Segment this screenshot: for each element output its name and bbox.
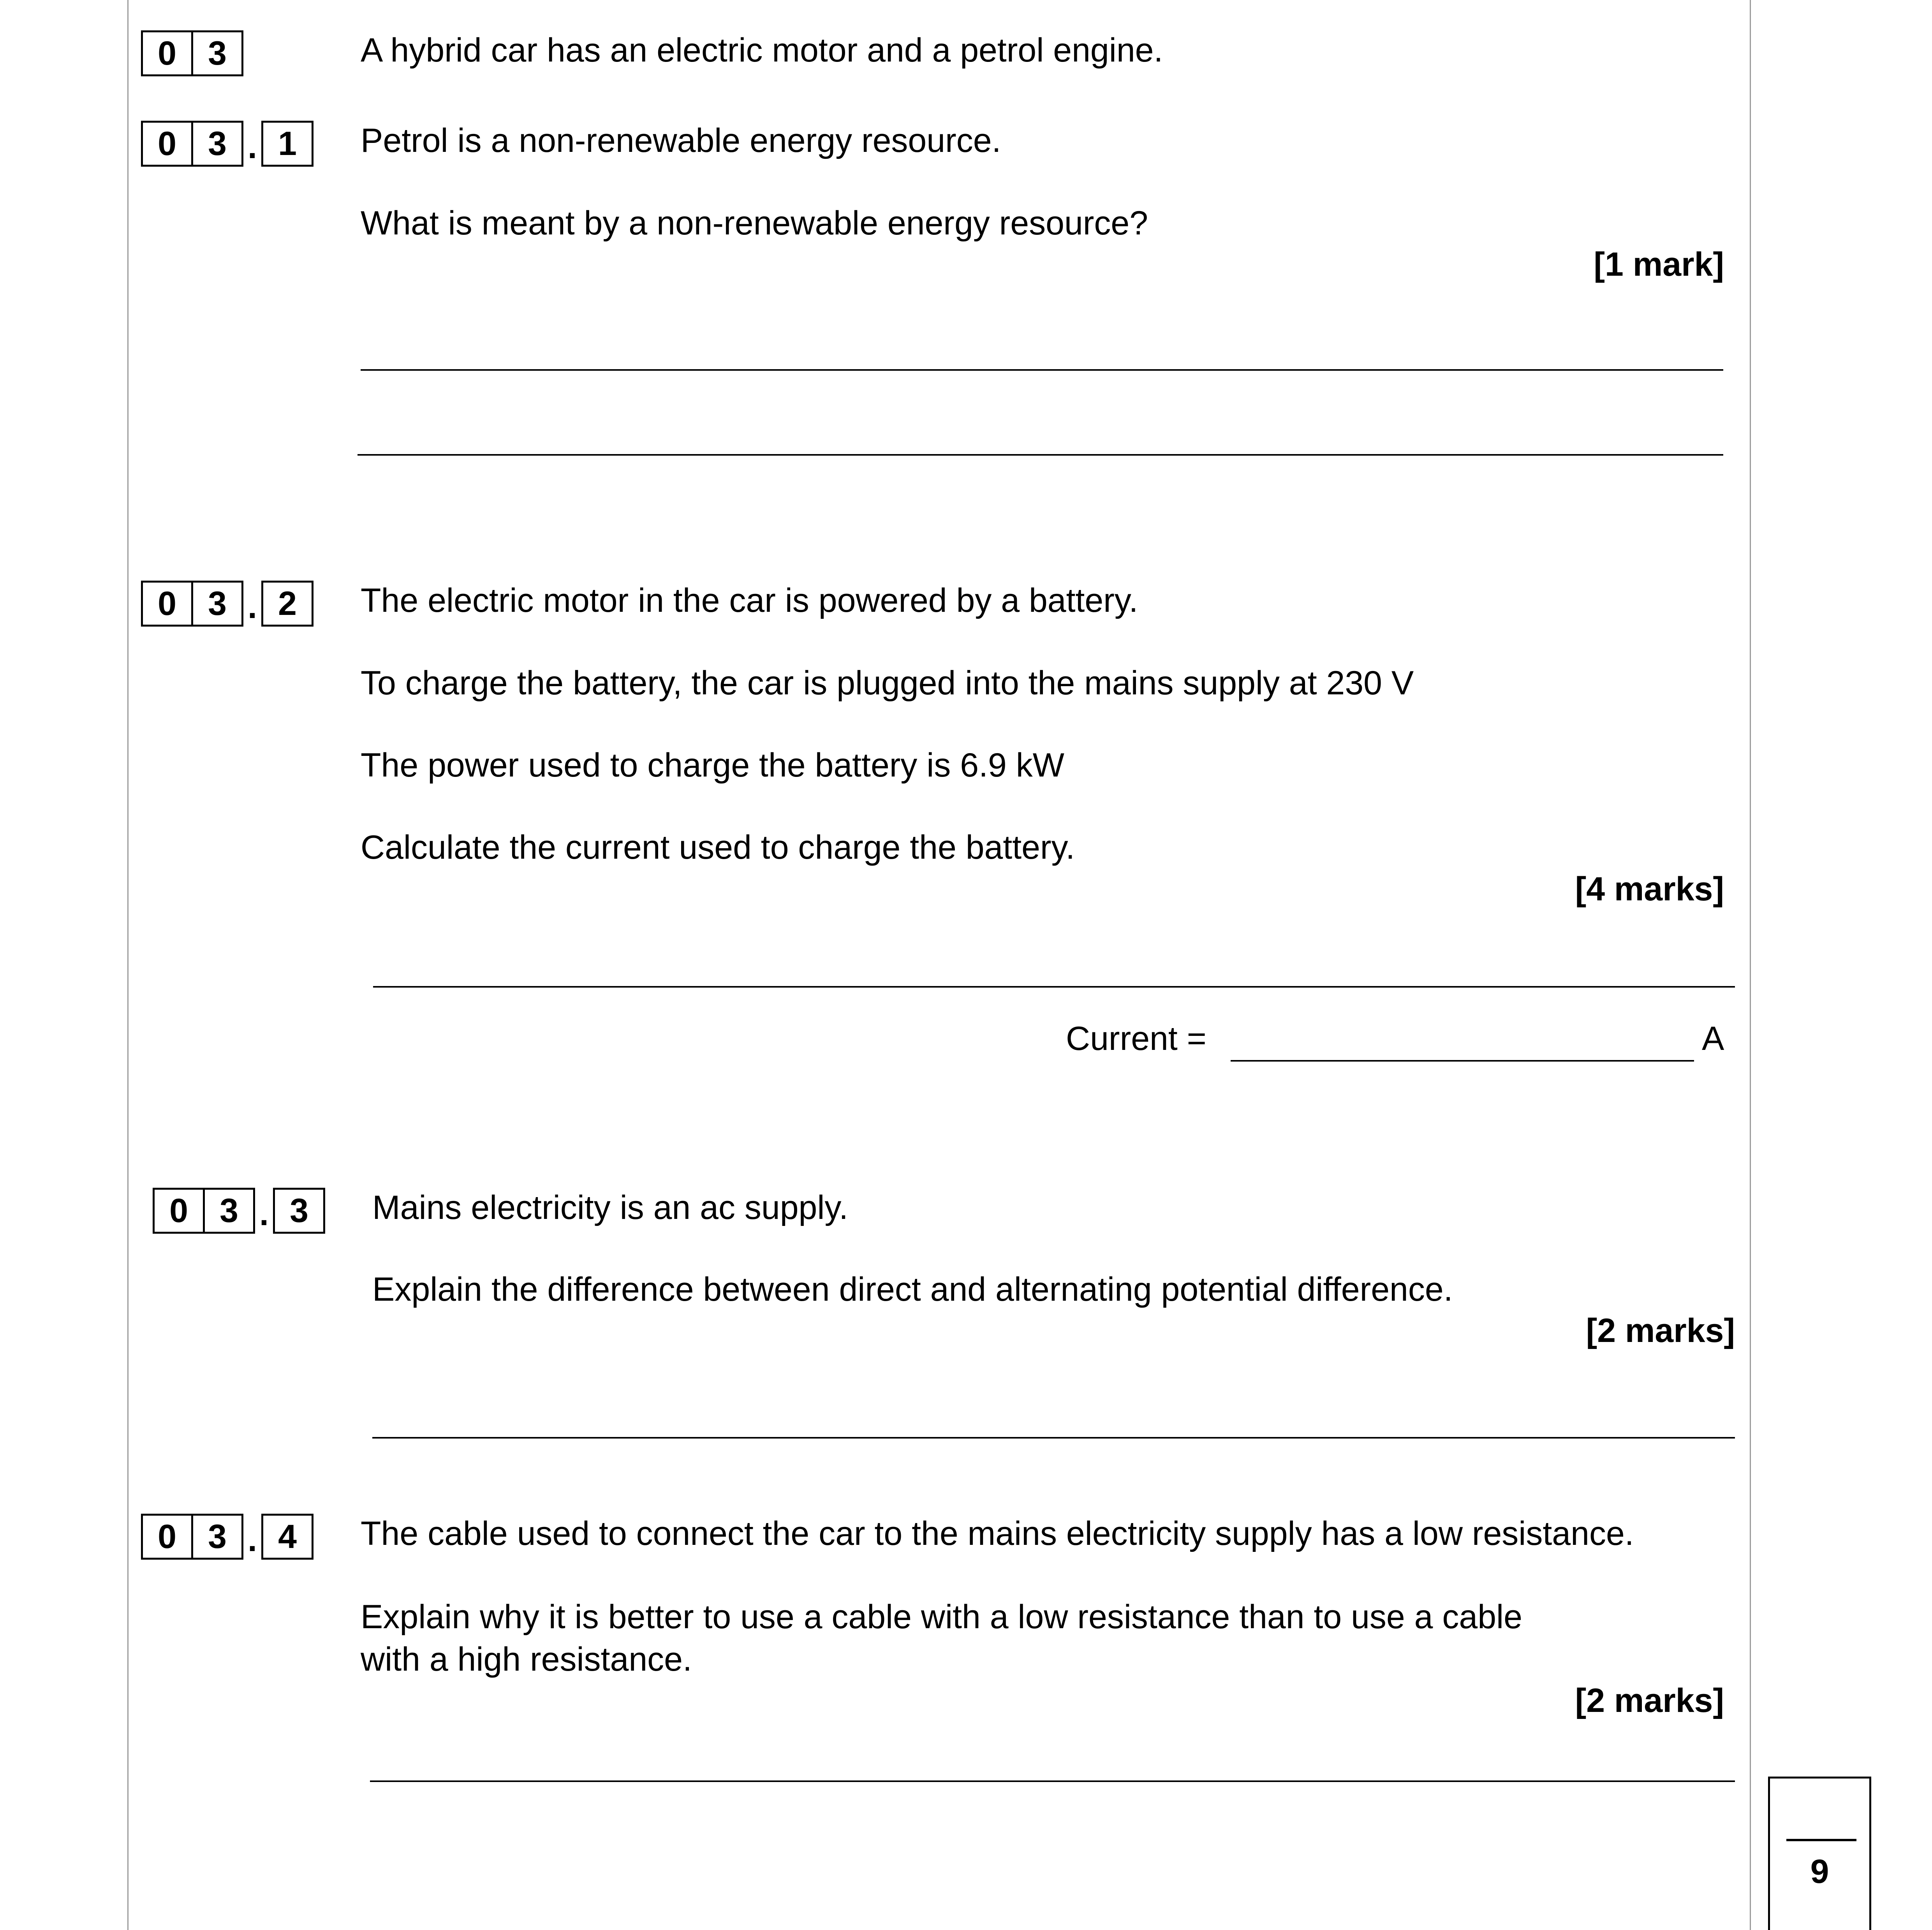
question-text: To charge the battery, the car is plugged into the mains supply at 230 V bbox=[361, 664, 1414, 702]
question-digit: 3 bbox=[203, 1188, 255, 1234]
question-digit: 3 bbox=[191, 121, 243, 167]
question-digit: 3 bbox=[273, 1188, 325, 1234]
question-text: The cable used to connect the car to the mains electricity supply has a low resistance. bbox=[361, 1515, 1634, 1552]
answer-unit: A bbox=[1702, 1020, 1724, 1057]
question-digit: 3 bbox=[191, 1514, 243, 1560]
decimal-point: . bbox=[248, 588, 257, 625]
question-digit: 2 bbox=[261, 581, 313, 627]
question-digit: 0 bbox=[141, 121, 193, 167]
total-score-line bbox=[1786, 1839, 1856, 1841]
question-number-03-1 bbox=[141, 121, 313, 167]
left-margin-line bbox=[127, 0, 129, 1930]
answer-line[interactable] bbox=[361, 369, 1723, 371]
question-digit: 0 bbox=[141, 30, 193, 76]
marks-label: [1 mark] bbox=[1594, 246, 1724, 283]
question-text: What is meant by a non-renewable energy resource? bbox=[361, 204, 1148, 242]
question-text: A hybrid car has an electric motor and a petrol engine. bbox=[361, 32, 1163, 69]
question-digit: 1 bbox=[261, 121, 313, 167]
answer-line[interactable] bbox=[370, 1780, 1735, 1782]
current-answer-line[interactable] bbox=[1231, 1060, 1694, 1062]
working-line[interactable] bbox=[373, 986, 1735, 988]
marks-label: [2 marks] bbox=[1586, 1312, 1735, 1349]
question-digit: 0 bbox=[153, 1188, 205, 1234]
decimal-point: . bbox=[259, 1195, 269, 1233]
question-text: The power used to charge the battery is 6.9 kW bbox=[361, 747, 1064, 784]
answer-line[interactable] bbox=[372, 1437, 1735, 1439]
question-digit: 0 bbox=[141, 581, 193, 627]
question-digit: 3 bbox=[191, 30, 243, 76]
page-total-box bbox=[1768, 1777, 1871, 1930]
decimal-point: . bbox=[248, 128, 257, 166]
right-margin-line bbox=[1750, 0, 1751, 1930]
question-digit: 0 bbox=[141, 1514, 193, 1560]
question-number-03-4 bbox=[141, 1514, 313, 1560]
page-total-marks: 9 bbox=[1810, 1853, 1829, 1890]
marks-label: [4 marks] bbox=[1575, 870, 1724, 908]
question-number-03-2 bbox=[141, 581, 313, 627]
question-text: Explain the difference between direct and alternating potential difference. bbox=[372, 1271, 1453, 1308]
decimal-point: . bbox=[248, 1521, 257, 1558]
answer-label: Current = bbox=[1066, 1020, 1206, 1057]
question-text: Petrol is a non-renewable energy resource. bbox=[361, 122, 1001, 159]
question-text: with a high resistance. bbox=[361, 1641, 692, 1678]
marks-label: [2 marks] bbox=[1575, 1682, 1724, 1719]
question-digit: 4 bbox=[261, 1514, 313, 1560]
question-number-03-3 bbox=[153, 1188, 325, 1234]
question-text: Mains electricity is an ac supply. bbox=[372, 1189, 848, 1226]
question-text: Calculate the current used to charge the battery. bbox=[361, 829, 1075, 866]
answer-line[interactable] bbox=[358, 454, 1723, 456]
question-digit: 3 bbox=[191, 581, 243, 627]
question-number-03 bbox=[141, 30, 243, 76]
question-text: The electric motor in the car is powered by a battery. bbox=[361, 582, 1138, 619]
question-text: Explain why it is better to use a cable with a low resistance than to use a cable bbox=[361, 1598, 1522, 1636]
